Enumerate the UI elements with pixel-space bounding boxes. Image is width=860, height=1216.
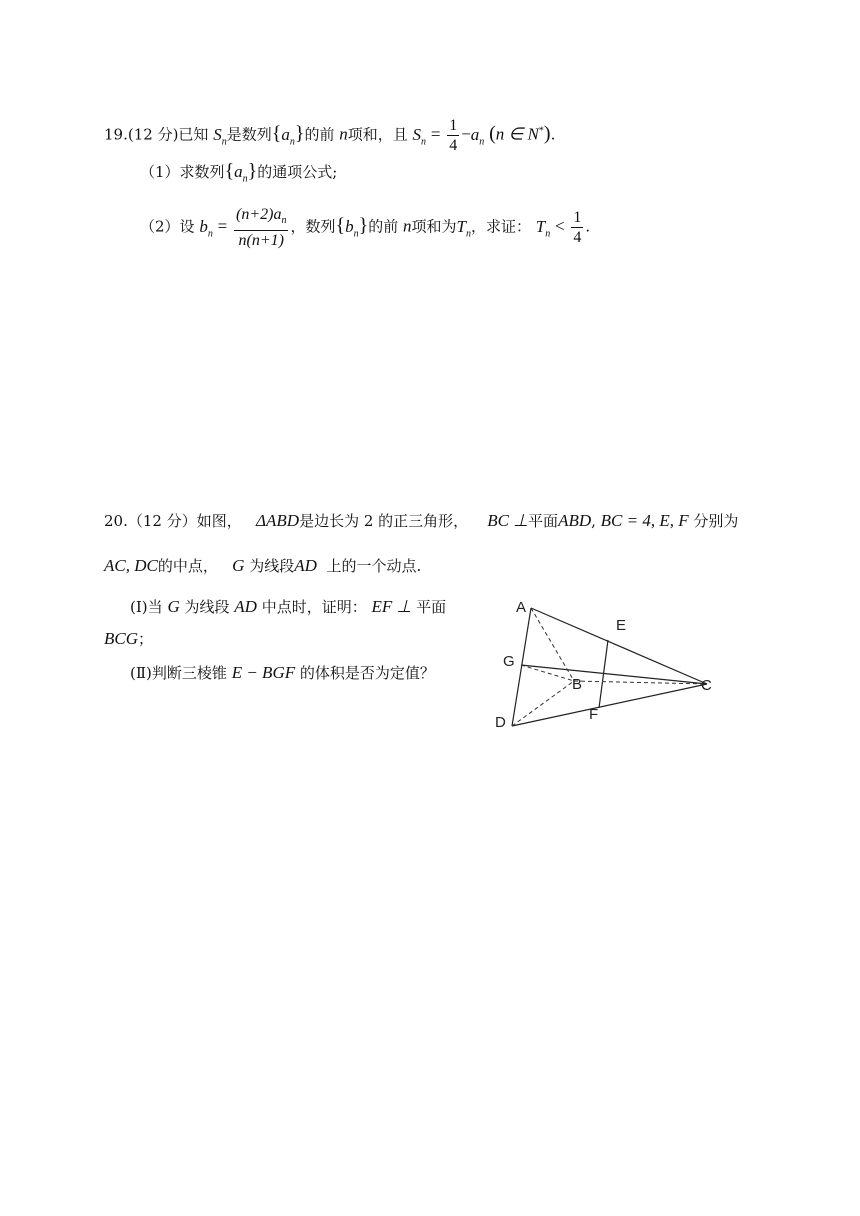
q20-stem-line1: 20.（12 分）如图， ΔABD是边长为 2 的正三角形， BC ⊥平面ABD, BC = 4, E, F 分别为 (104, 511, 739, 530)
q20-score: （12 分） (127, 512, 197, 530)
q19-score: (12 分) (127, 125, 179, 144)
math-Sn: $S_n$ (213, 124, 227, 147)
q20-part2: (Ⅱ)判断三棱锥 E − BGF 的体积是否为定值？ (130, 663, 435, 682)
q19-part2: （2）设 $b_n$ = $\frac{(n+2)a_n}{n(n+1)}$ ，数列$\{b_n\}$的前 n项和为$T_n$，求证： $T_n$ < $\frac{1}{4}$ . (140, 206, 591, 250)
label-E: E (616, 617, 627, 634)
label-G: G (503, 653, 515, 670)
fraction-one-quarter-2: $\frac{1}{4}$ (573, 209, 582, 247)
fraction-one-quarter: $\frac{1}{4}$ (449, 117, 458, 154)
segment-GC (521, 665, 707, 684)
label-A: A (516, 599, 527, 616)
q20-stem-line2: AC, DC的中点， G 为线段AD 上的一个动点. (104, 556, 422, 575)
label-D: D (495, 714, 506, 731)
pyramid-figure (492, 596, 722, 736)
q19-part1: （1）求数列$\{a_n\}$的通项公式; (140, 160, 338, 185)
q19-number: 19. (104, 125, 128, 144)
q20-part1-line1: (Ⅰ)当 G 为线段 AD 中点时，证明： EF ⊥ 平面 (130, 597, 447, 616)
q19-stem: 19.(12 分)已知 $S_n$是数列$\{a_n\}$的前 n项和，且 $S_n$ = $\frac{1}{4}$ $-a_n$ (n ∈ N*). (104, 117, 556, 154)
label-F: F (589, 706, 599, 723)
label-C: C (701, 677, 712, 694)
label-B: B (572, 676, 583, 693)
q20-part1-line2: BCG； (104, 629, 154, 648)
q20-number: 20. (104, 512, 128, 530)
fraction-bn: $\frac{(n+2)a_n}{n(n+1)}$ (236, 206, 287, 250)
